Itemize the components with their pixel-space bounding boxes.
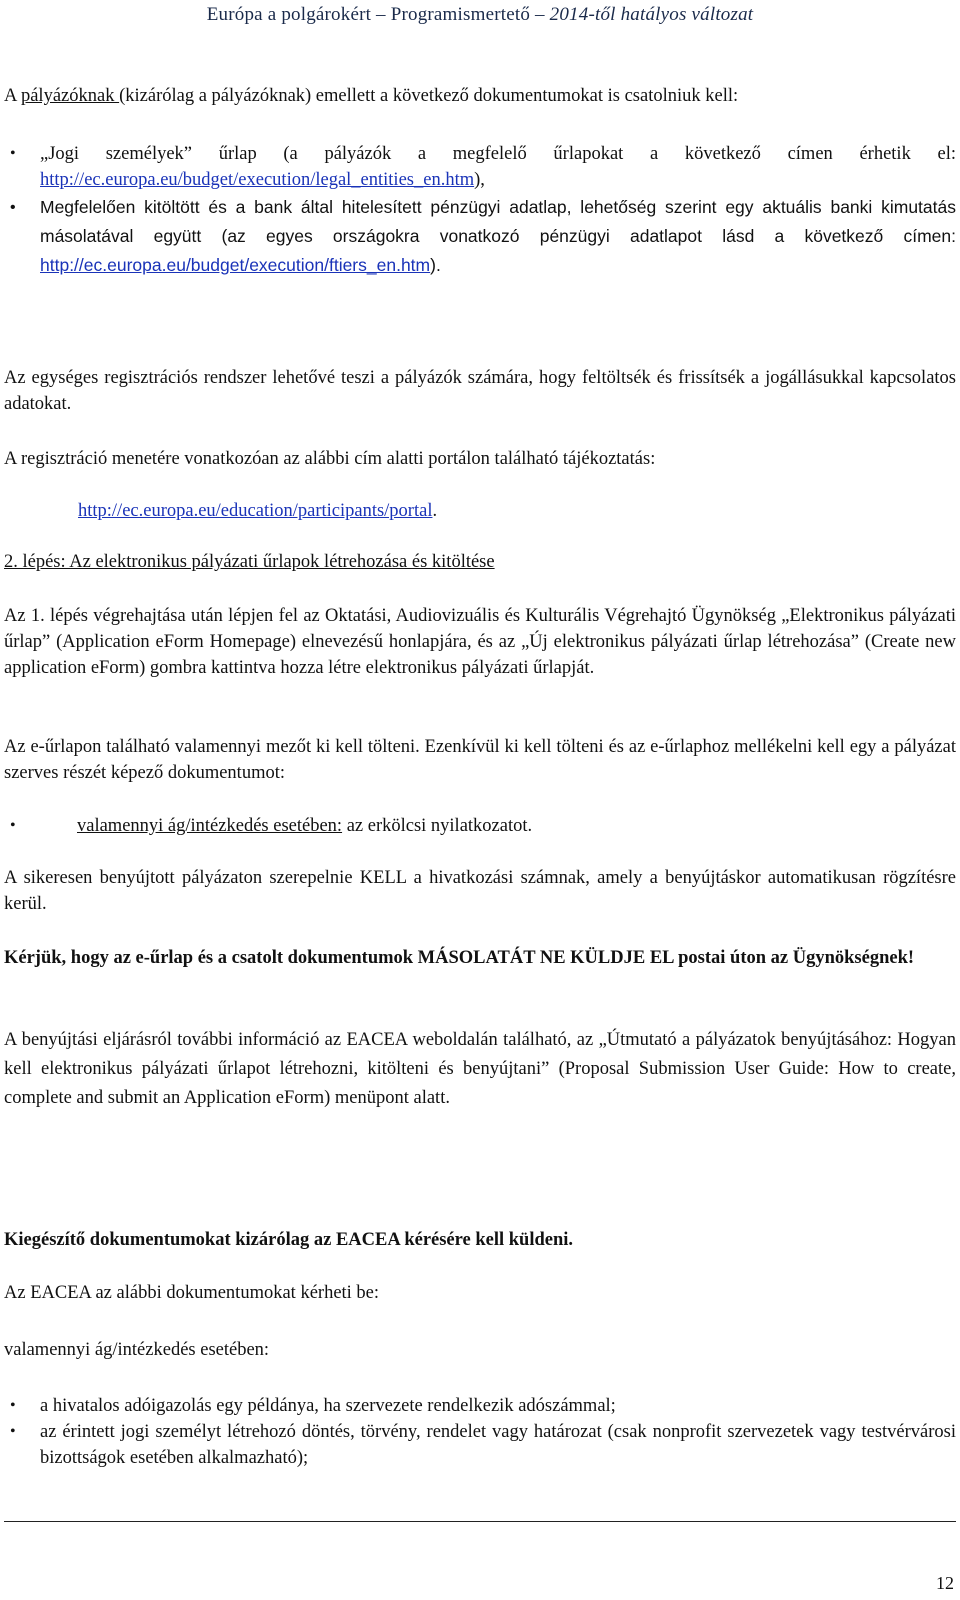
portal-link-line — [4, 498, 956, 524]
intro-text-b: (kizárólag a pályázóknak) emellett a következő dokumentumokat is csatolniuk kell: — [119, 86, 739, 106]
participants-portal-link[interactable]: http://ec.europa.eu/education/participants/portal — [78, 501, 433, 521]
page-header — [0, 2, 960, 28]
list-item-text: „Jogi személyek” űrlap (a pályázók a megfelelő űrlapokat a következő címen érhetik el: — [40, 144, 956, 164]
page-number: 12 — [936, 1573, 954, 1593]
all-strands-paragraph: valamennyi ág/intézkedés esetében: — [4, 1340, 270, 1360]
list-item: • az érintett jogi személyt létrehozó döntés, törvény, rendelet vagy határozat (csak nonprofit szervezetek vagy testvérvárosi bizottságok esetében alkalmazható); — [4, 1419, 956, 1471]
list-item — [4, 141, 956, 193]
footer-divider — [4, 1521, 956, 1522]
submission-paragraph: A benyújtási eljárásról további információ az EACEA weboldalán található, az „Útmutató a pályázatok benyújtásához: Hogyan kell elektronikus pályázati űrlapot létrehozni, kitölteni és benyújtani” (Proposal Submission User Guide: How to create, complete and submit an Application eForm) menüpont alatt. — [4, 1030, 956, 1108]
supplementary-heading: Kiegészítő dokumentumokat kizárólag az EACEA kérésére kell küldeni. — [4, 1230, 574, 1250]
reference-paragraph: A sikeresen benyújtott pályázaton szerepelnie KELL a hivatkozási számnak, amely a benyújtáskor automatikusan rögzítésre kerül. — [4, 868, 956, 914]
header-title: Európa a polgárokért – Programismertető – — [206, 4, 550, 25]
list-item — [4, 193, 956, 280]
warning-paragraph: Kérjük, hogy az e-űrlap és a csatolt dokumentumok MÁSOLATÁT NE KÜLDJE EL postai úton az Ügynökségnek! — [4, 948, 915, 968]
supplementary-documents-list — [4, 1393, 956, 1471]
header-version: 2014-től hatályos változat — [549, 4, 754, 25]
step2-heading: 2. lépés: Az elektronikus pályázati űrlapok létrehozása és kitöltése — [4, 552, 495, 572]
registration-paragraph: Az egységes regisztrációs rendszer lehetővé teszi a pályázók számára, hogy feltöltsék és frissítsék a jogállásukkal kapcsolatos adatokat. — [4, 368, 956, 414]
fields-paragraph: Az e-űrlapon található valamennyi mezőt ki kell tölteni. Ezenkívül ki kell tölteni és az e-űrlaphoz mellékelni kell egy a pályázat szerves részét képező dokumentumot: — [4, 737, 956, 783]
ethics-text: az erkölcsi nyilatkozatot. — [342, 816, 533, 836]
list-item-text: Megfelelően kitöltött és a bank által hitelesített pénzügyi adatlap, lehetőség szerint egy aktuális banki kimutatás másolatával együtt (az egyes országokra vonatkozó pénzügyi adatlapot lásd a következő címen: — [40, 197, 956, 246]
intro-paragraph — [4, 83, 956, 109]
portal-link-suffix: . — [432, 501, 438, 521]
financial-form-link[interactable]: http://ec.europa.eu/budget/execution/ftiers_en.htm — [40, 255, 431, 275]
step2-paragraph: Az 1. lépés végrehajtása után lépjen fel az Oktatási, Audiovizuális és Kulturális Végrehajtó Ügynökség „Elektronikus pályázati űrlap” (Application eForm Homepage) elnevezésű honlapjára, és az „Új elektronikus pályázati űrlap létrehozása” (Create new application eForm) gombra kattintva hozza létre elektronikus pályázati űrlapját. — [4, 606, 956, 678]
required-documents-list — [4, 141, 956, 280]
legal-entities-link[interactable]: http://ec.europa.eu/budget/execution/legal_entities_en.htm — [40, 170, 475, 190]
list-item — [4, 813, 956, 839]
intro-text-a: A — [4, 86, 21, 106]
list-item-text-end: ). — [430, 255, 441, 275]
intro-text-underlined: pályázóknak — [20, 86, 120, 106]
list-item-text-end: ), — [474, 170, 485, 190]
registration-info-paragraph: A regisztráció menetére vonatkozóan az alábbi cím alatti portálon található tájékoztatás: — [4, 449, 656, 469]
ethics-scope: valamennyi ág/intézkedés esetében: — [77, 816, 343, 836]
ethics-list — [4, 813, 956, 839]
list-item: • a hivatalos adóigazolás egy példánya, ha szervezete rendelkezik adószámmal; — [4, 1393, 956, 1419]
eacea-paragraph: Az EACEA az alábbi dokumentumokat kérheti be: — [4, 1283, 380, 1303]
